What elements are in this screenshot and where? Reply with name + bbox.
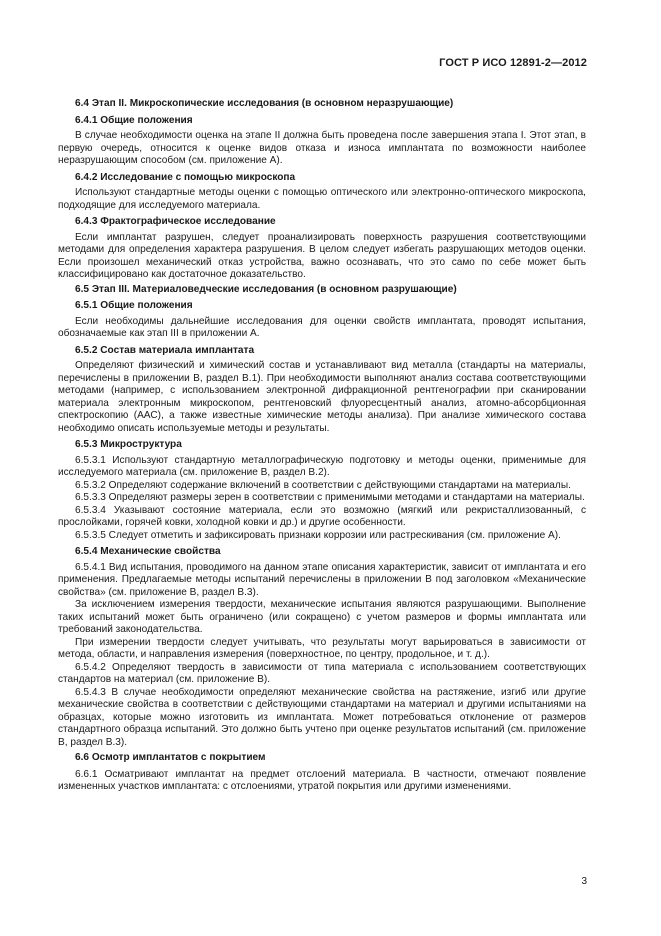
section-heading-6-5: 6.5 Этап III. Материаловедческие исследования (в основном разрушающие) <box>75 283 457 295</box>
paragraph: Если имплантат разрушен, следует проанализировать поверхность разрушения соответствующими методами для определения характера разрушения. В целом следует избегать разрушающих методов оценки. Если произошел механический отказ устройства, важно осознавать, что это само по себе может быть классифицировано как достаточное доказательство. <box>58 231 586 280</box>
page-body <box>58 98 586 794</box>
paragraph: 6.5.3.4 Указывают состояние материала, если это возможно (мягкий или рекристаллизованный, с прослойками, горячей ковки, холодной ковки и др.) и другие особенности. <box>58 504 586 528</box>
section-heading-6-6: 6.6 Осмотр имплантатов с покрытием <box>75 752 266 763</box>
paragraph: 6.5.4.3 В случае необходимости определяют механические свойства на растяжение, изгиб или другие механические свойства в соответствии с действующими стандартами на материал и другими испытаниями на образцах, которые можно изготовить из имплантата. Может потребоваться отклонение от размеров стандартного образца испытаний. Это должно быть учтено при оценке результатов испытаний (см. приложение В, раздел В.3). <box>58 686 586 748</box>
paragraph: 6.5.3.5 Следует отметить и зафиксировать признаки коррозии или растрескивания (см. приложение А). <box>75 529 561 541</box>
subsection-heading-6-5-1: 6.5.1 Общие положения <box>75 300 193 311</box>
subsection-heading-6-5-4: 6.5.4 Механические свойства <box>75 546 221 557</box>
paragraph: 6.5.4.2 Определяют твердость в зависимости от типа материала с использованием соответствующих стандартов на материал (см. приложение В). <box>58 661 586 685</box>
paragraph: За исключением измерения твердости, механические испытания являются разрушающими. Выполнение таких испытаний может быть ограничено (или сокращено) с учетом размеров и формы имплантата или требований законодательства. <box>58 599 586 635</box>
subsection-heading-6-4-3: 6.4.3 Фрактографическое исследование <box>75 216 276 227</box>
paragraph: При измерении твердости следует учитывать, что результаты могут варьироваться в зависимости от метода, области, и направления измерения (поверхностное, по центру, продольное, и т. д.). <box>58 636 586 660</box>
page-number: 3 <box>581 876 587 887</box>
section-heading-6-4: 6.4 Этап II. Микроскопические исследования (в основном неразрушающие) <box>75 98 454 109</box>
paragraph: 6.5.4.1 Вид испытания, проводимого на данном этапе описания характеристик, зависит от имплантата и его применения. Предлагаемые методы испытаний перечислены в приложении В под заголовком «Механические свойства» (см. приложение В, раздел В.3). <box>58 561 586 598</box>
paragraph: 6.5.3.1 Используют стандартную металлографическую подготовку и методы оценки, применимые для исследуемого материала (см. приложение В, раздел В.2). <box>58 454 586 478</box>
paragraph: Используют стандартные методы оценки с помощью оптического или электронно-оптического микроскопа, подходящие для исследуемого материала. <box>58 187 586 211</box>
paragraph: Если необходимы дальнейшие исследования для оценки свойств имплантата, проводят испытания, обозначаемые как этап III в приложении А. <box>58 315 586 339</box>
paragraph: 6.6.1 Осматривают имплантат на предмет отслоений материала. В частности, отмечают появление измененных участков имплантата: с отслоениями, утратой покрытия или другими изменениями. <box>58 768 586 792</box>
subsection-heading-6-5-3: 6.5.3 Микроструктура <box>75 439 182 450</box>
subsection-heading-6-4-2: 6.4.2 Исследование с помощью микроскопа <box>75 171 296 183</box>
paragraph: 6.5.3.3 Определяют размеры зерен в соответствии с применимыми методами и стандартами на материалы. <box>75 492 585 503</box>
standard-code: ГОСТ Р ИСО 12891-2—2012 <box>439 57 587 69</box>
paragraph: В случае необходимости оценка на этапе II должна быть проведена после завершения этапа I. Этот этап, в первую очередь, относится к оценке видов отказа и износа имплантата по возможности наиболее неразрушающим способом (см. приложение А). <box>58 130 586 166</box>
paragraph: Определяют физический и химический состав и устанавливают вид металла (стандарты на материалы, перечислены в приложении В, раздел В.1). При необходимости выполняют анализ состава соответствующими методами (например, с использованием электронной дифракционной рентгенографии при сканировании материала электронным микроскопом, рентгеновский флуоресцентный анализ, атомно-абсорбционная спектроскопию (ААС), а также известные химические методы анализа). При анализе химического состава необходимо описать используемые методы и результаты. <box>58 360 586 434</box>
paragraph: 6.5.3.2 Определяют содержание включений в соответствии с действующими стандартами на материалы. <box>75 479 571 491</box>
subsection-heading-6-4-1: 6.4.1 Общие положения <box>75 114 193 126</box>
subsection-heading-6-5-2: 6.5.2 Состав материала имплантата <box>75 344 255 356</box>
